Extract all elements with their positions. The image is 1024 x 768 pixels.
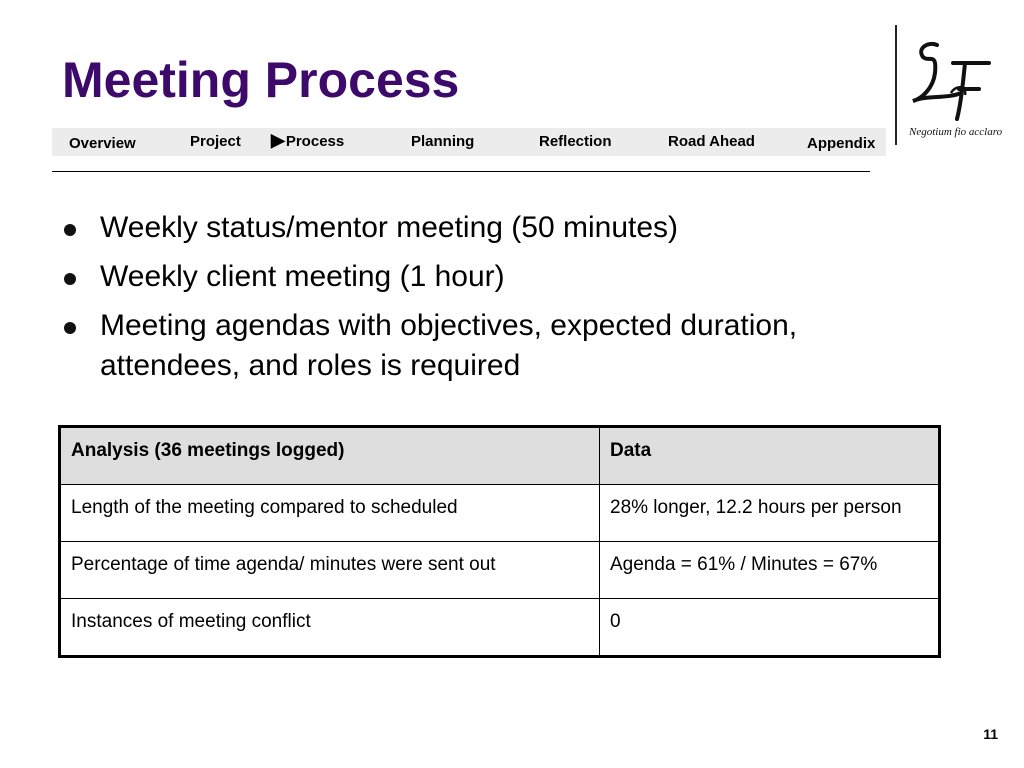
bullet-item — [60, 306, 820, 386]
nav-item-label: Project — [190, 133, 241, 150]
bullet-dot-icon — [64, 273, 76, 285]
bullet-text: Weekly status/mentor meeting (50 minutes) — [100, 211, 679, 244]
table-header-row — [60, 427, 940, 485]
page-number: 11 — [983, 726, 998, 742]
slide-title: Meeting Process — [62, 52, 460, 108]
bullet-dot-icon — [64, 322, 76, 334]
table-cell: Agenda = 61% / Minutes = 67% — [600, 542, 940, 599]
table-row — [60, 599, 940, 657]
logo-divider — [895, 25, 897, 145]
nav-item-road-ahead[interactable] — [668, 133, 755, 150]
table-cell: 0 — [600, 599, 940, 657]
nav-item-appendix[interactable] — [807, 135, 875, 152]
nav-item-label: Process — [285, 133, 345, 150]
nav-item-label: Appendix — [807, 135, 876, 152]
table-row — [60, 542, 940, 599]
table-cell: Percentage of time agenda/ minutes were sent out — [60, 542, 600, 599]
meeting-analysis-table — [58, 425, 941, 658]
nav-item-label: Reflection — [539, 133, 612, 150]
nav-item-reflection[interactable] — [539, 133, 612, 150]
table-row — [60, 485, 940, 542]
bullet-text: Weekly client meeting (1 hour) — [100, 260, 505, 293]
nav-item-process[interactable] — [271, 130, 345, 150]
logo-motto: Negotium fio acclaro — [909, 126, 1003, 138]
nav-item-project[interactable] — [190, 133, 241, 150]
nav-item-label: Overview — [69, 135, 136, 152]
nav-item-planning[interactable] — [411, 133, 474, 150]
section-navbar — [52, 128, 886, 156]
nav-item-label: Road Ahead — [668, 133, 755, 150]
navbar-divider — [52, 171, 870, 172]
lf-logo — [895, 25, 1020, 150]
bullet-item — [60, 208, 820, 248]
nav-item-overview[interactable] — [69, 135, 136, 152]
table-cell: 28% longer, 12.2 hours per person — [600, 485, 940, 542]
table-cell: Length of the meeting compared to scheduled — [60, 485, 600, 542]
bullet-text: Meeting agendas with objectives, expected duration, attendees, and roles is required — [100, 309, 798, 382]
lf-monogram-icon — [907, 33, 1007, 125]
current-section-arrow-icon: ▶ — [271, 130, 285, 150]
column-header-analysis: Analysis (36 meetings logged) — [60, 427, 600, 485]
column-header-data: Data — [600, 427, 940, 485]
bullet-dot-icon — [64, 224, 76, 236]
bullet-item — [60, 257, 820, 297]
nav-item-label: Planning — [411, 133, 475, 150]
table-cell: Instances of meeting conflict — [60, 599, 600, 657]
bullet-list — [60, 208, 820, 395]
